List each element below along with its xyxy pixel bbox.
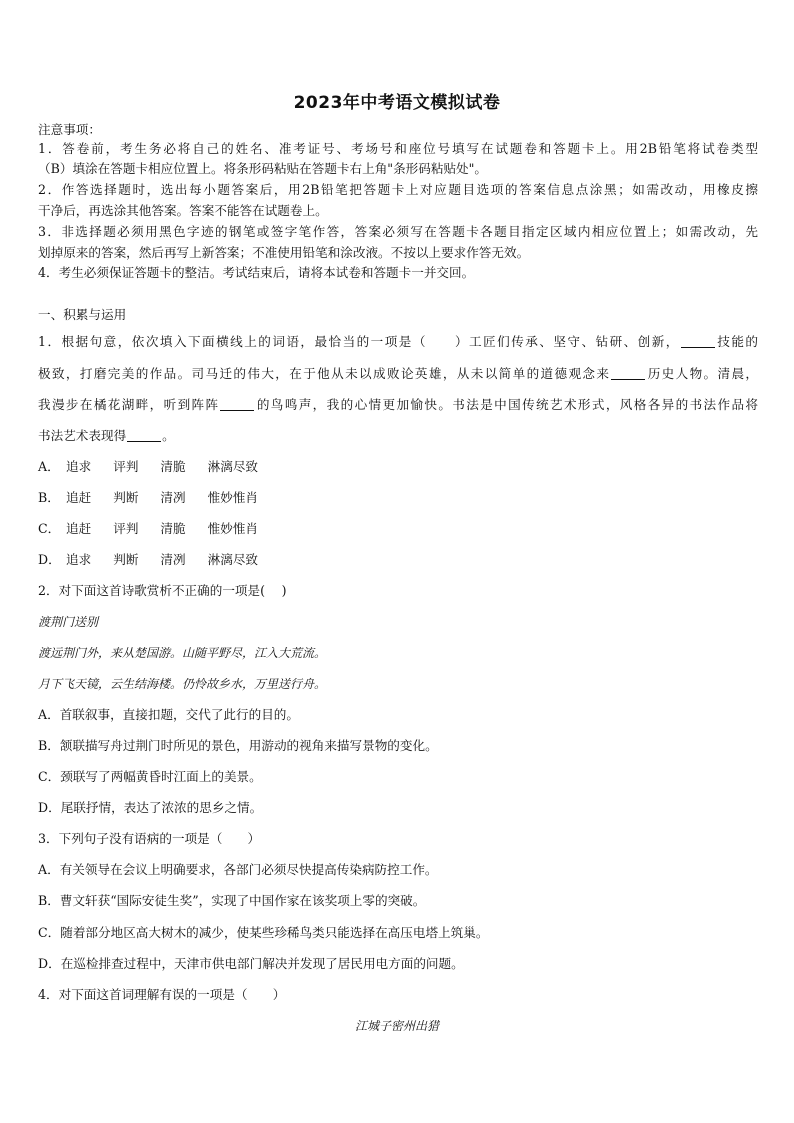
- q4-stem: 4．对下面这首词理解有误的一项是（ ）: [38, 987, 286, 1002]
- answer-blank: [681, 335, 715, 348]
- q1-text: 。: [162, 428, 175, 443]
- poem-line: 月下飞天镜，云生结海楼。仍怜故乡水，万里送行舟。: [38, 677, 327, 691]
- q1-text: 历史人物。清晨，: [646, 366, 759, 381]
- option-word: 判断: [113, 552, 139, 567]
- q2-option-a: A．首联叙事，直接扣题，交代了此行的目的。: [38, 707, 299, 722]
- option-word: 追赶: [66, 521, 92, 536]
- q1-line: [38, 366, 758, 382]
- poem-title: 江城子密州出猎: [354, 1019, 439, 1033]
- option-word: 追赶: [66, 490, 92, 505]
- option-label: A．: [38, 459, 60, 474]
- option-word: 清冽: [160, 490, 186, 505]
- notice-line: 干净后，再选涂其他答案。答案不能答在试题卷上。: [38, 203, 328, 218]
- q1-option-b: [38, 490, 758, 506]
- option-word: 淋漓尽致: [207, 459, 258, 474]
- section-heading: 一、积累与运用: [38, 307, 127, 322]
- q1-line: [38, 428, 758, 444]
- poem-line: 渡远荆门外，来从楚国游。山随平野尽，江入大荒流。: [38, 646, 327, 660]
- q2-option-c: C．颈联写了两幅黄昏时江面上的美景。: [38, 769, 262, 784]
- option-word: 清冽: [160, 552, 186, 567]
- option-word: 清脆: [160, 521, 186, 536]
- q1-line: [38, 334, 758, 350]
- q1-line: [38, 397, 758, 413]
- option-word: 惟妙惟肖: [207, 490, 258, 505]
- q3-option-d: D．在巡检排查过程中，天津市供电部门解决并发现了居民用电方面的问题。: [38, 956, 464, 971]
- poem-title: 渡荆门送别: [38, 615, 99, 629]
- notice-line: 4．考生必须保证答题卡的整洁。考试结束后，请将本试卷和答题卡一并交回。: [38, 265, 475, 280]
- q3-stem: 3．下列句子没有语病的一项是（ ）: [38, 831, 261, 846]
- option-word: 清脆: [160, 459, 186, 474]
- q2-option-d: D．尾联抒情，表达了浓浓的思乡之情。: [38, 800, 263, 815]
- notice-heading: 注意事项：: [38, 122, 101, 137]
- page-title: 2023年中考语文模拟试卷: [293, 93, 501, 113]
- q2-option-b: B．颔联描写舟过荆门时所见的景色，用游动的视角来描写景物的变化。: [38, 738, 438, 753]
- q1-text: 书法艺术表现得: [38, 428, 127, 443]
- q1-text: 极致，打磨完美的作品。司马迁的伟大，在于他从未以成败论英雄，从未以简单的道德观念来: [38, 366, 611, 381]
- q1-text: 1．根据句意，依次填入下面横线上的词语，最恰当的一项是（ ）工匠们传承、坚守、钻研、创新，: [38, 334, 680, 349]
- option-word: 惟妙惟肖: [207, 521, 258, 536]
- q3-option-a: A．有关领导在会议上明确要求，各部门必须尽快提高传染病防控工作。: [38, 862, 438, 877]
- q3-option-c: C．随着部分地区高大树木的减少，使某些珍稀鸟类只能选择在高压电塔上筑巢。: [38, 925, 489, 940]
- answer-blank: [127, 429, 161, 442]
- option-word: 追求: [66, 552, 92, 567]
- option-label: C．: [38, 521, 61, 536]
- q1-text: 我漫步在橘花湖畔，听到阵阵: [38, 397, 220, 412]
- option-label: B．: [38, 490, 60, 505]
- q2-stem: 2．对下面这首诗歌赏析不正确的一项是( ): [38, 583, 287, 598]
- q3-option-b: B．曹文轩获“国际安徒生奖”，实现了中国作家在该奖项上零的突破。: [38, 893, 426, 908]
- notice-line: 划掉原来的答案，然后再写上新答案；不准使用铅笔和涂改液。不按以上要求作答无效。: [38, 245, 530, 260]
- option-word: 淋漓尽致: [207, 552, 258, 567]
- option-label: D．: [38, 552, 61, 567]
- option-word: 判断: [113, 490, 139, 505]
- q1-option-a: [38, 459, 758, 475]
- answer-blank: [220, 398, 254, 411]
- option-word: 追求: [66, 459, 92, 474]
- notice-line: 1．答卷前，考生务必将自己的姓名、准考证号、考场号和座位号填写在试题卷和答题卡上。用2B铅笔将试卷类型: [38, 141, 758, 156]
- q1-option-c: [38, 521, 758, 537]
- notice-line: 2．作答选择题时，选出每小题答案后，用2B铅笔把答题卡上对应题目选项的答案信息点涂黑；如需改动，用橡皮擦: [38, 182, 758, 197]
- notice-line: （B）填涂在答题卡相应位置上。将条形码粘贴在答题卡右上角"条形码粘贴处"。: [38, 161, 488, 176]
- q1-text: 技能的: [715, 334, 759, 349]
- answer-blank: [611, 367, 645, 380]
- option-word: 评判: [113, 521, 139, 536]
- notice-line: 3．非选择题必须用黑色字迹的钢笔或签字笔作答，答案必须写在答题卡各题目指定区域内相应位置上；如需改动，先: [38, 224, 758, 239]
- option-word: 评判: [113, 459, 139, 474]
- q1-option-d: [38, 552, 758, 568]
- q1-text: 的鸟鸣声，我的心情更加愉快。书法是中国传统艺术形式，风格各异的书法作品将: [255, 397, 759, 412]
